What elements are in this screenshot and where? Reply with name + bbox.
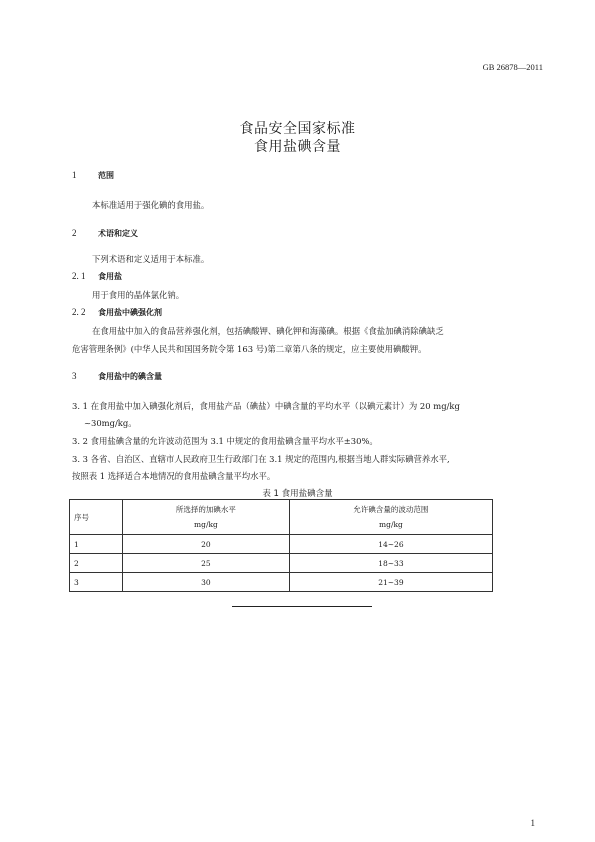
section-2-2-body-line1: 在食用盐中加入的食品营养强化剂，包括碘酸钾、碘化钾和海藻碘。根据《食盐加碘消除碘缺乏 [92,326,444,336]
col-header-range: 允许碘含量的波动范围 mg/kg [289,500,492,535]
cell-number: 2 [70,554,123,573]
section-2-body: 下列术语和定义适用于本标准。 [92,254,210,264]
section-title: 食用盐 [98,272,122,281]
clause-3-1-line1: 3. 1 在食用盐中加入碘强化剂后，食用盐产品（碘盐）中碘含量的平均水平（以碘元素计）为 20 mg/kg [72,401,460,411]
section-number: 3 [72,371,77,381]
section-1-body: 本标准适用于强化碘的食用盐。 [92,200,210,210]
cell-level: 25 [123,554,290,573]
section-2-2-body-line2: 危害管理条例》(中华人民共和国国务院令第 163 号)第二章第八条的规定，应主要使用碘酸钾。 [72,344,427,354]
section-2-2-heading [72,307,162,318]
section-2-heading [72,228,138,239]
section-title: 食用盐中碘强化剂 [98,308,162,317]
section-title: 范围 [98,171,114,180]
cell-number: 1 [70,535,123,554]
section-title: 食用盐中的碘含量 [98,372,162,381]
cell-number: 3 [70,573,123,592]
page-number: 1 [530,818,535,828]
document-title: 食品安全国家标准 [239,121,356,137]
clause-3-3-line1: 3. 3 各省、自治区、直辖市人民政府卫生行政部门在 3.1 规定的范围内,根据当地人群实际碘营养水平, [72,454,450,464]
section-3-heading [72,371,162,382]
section-number: 2. 1 [72,271,86,281]
document-subtitle: 食用盐碘含量 [254,139,341,155]
clause-3-1-line2: ~30mg/kg。 [84,418,137,428]
section-1-heading [72,170,114,181]
table-header-row [70,500,493,535]
table-row [70,535,493,554]
clause-3-3-line2: 按照表 1 选择适合本地情况的食用盐碘含量平均水平。 [72,471,276,481]
section-2-1-body: 用于食用的晶体氯化钠。 [92,290,185,300]
clause-3-2: 3. 2 食用盐碘含量的允许波动范围为 3.1 中规定的食用盐碘含量平均水平±30%。 [72,436,378,446]
cell-range: 14~26 [289,535,492,554]
section-number: 1 [72,170,77,180]
cell-level: 20 [123,535,290,554]
standard-number: GB 26878—2011 [482,62,543,72]
cell-level: 30 [123,573,290,592]
section-number: 2 [72,228,77,238]
cell-range: 21~39 [289,573,492,592]
col-header-level: 所选择的加碘水平 mg/kg [123,500,290,535]
section-number: 2. 2 [72,307,86,317]
section-title: 术语和定义 [98,229,138,238]
col-header-number: 序号 [70,500,123,535]
cell-range: 18~33 [289,554,492,573]
iodine-content-table [69,499,493,592]
end-rule [232,606,372,607]
table-caption: 表 1 食用盐碘含量 [262,489,333,499]
table-row [70,573,493,592]
table-row [70,554,493,573]
section-2-1-heading [72,271,122,282]
